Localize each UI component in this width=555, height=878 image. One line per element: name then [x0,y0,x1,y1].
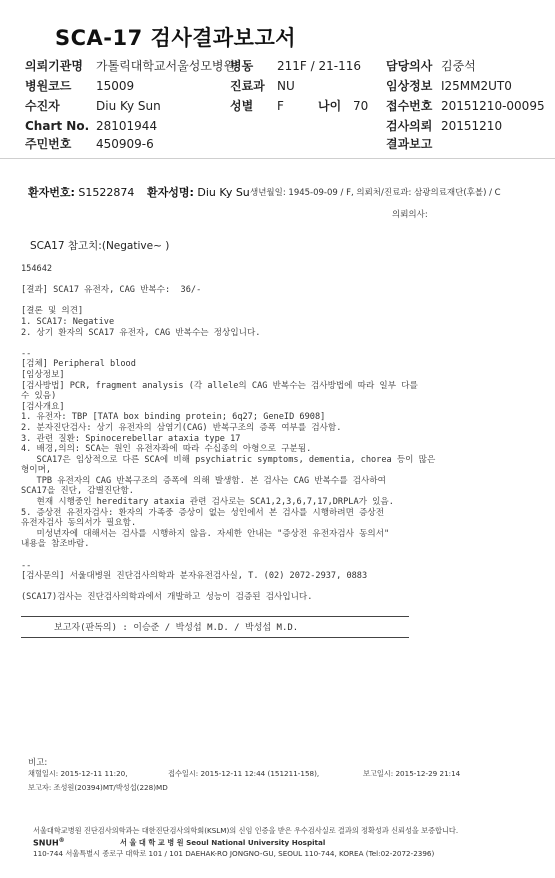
label-age: 나이 [318,99,342,113]
hospital-logo: SNUH® [33,837,65,848]
hospital-name: 서 울 대 학 교 병 원 Seoul National University Hospital [120,838,326,847]
value-sex: F [277,99,284,113]
report-line: [결론 및 의견] [21,306,84,317]
label-sex: 성별 [230,99,254,113]
report-line: 154642 [21,264,53,274]
value-age: 70 [353,99,369,113]
reference-range: SCA17 참고치:(Negative~ ) [30,240,170,252]
value-hospital-code: 15009 [96,79,135,93]
remarks-label: 비고: [28,758,48,768]
hospital-address: 110-744 서울특별시 종로구 대학로 101 / 101 DAEHAK-RO JONGNO-GU, SEOUL 110-744, KOREA (Tel:02-2072-2396) [33,849,435,858]
value-accession: 20151210-00095 [441,99,545,113]
value-resident-no: 450909-6 [96,137,154,151]
label-accession: 접수번호 [386,99,433,113]
report-line: 4. 배경,의의: SCA는 원인 유전자좌에 따라 수십종의 아형으로 구분됨. [21,444,312,455]
value-chart-no: 28101944 [96,119,158,133]
label-attending: 담당의사 [386,59,433,73]
report-line [21,550,435,561]
report-line: [검사방법] PCR, fragment analysis (각 allele의 CAG 반복수는 검사방법에 따라 일부 다를 [21,380,418,391]
report-line: 수 있음) [21,391,57,402]
value-ward: 211F / 21-116 [277,59,361,73]
report-line: -- [21,560,32,571]
label-result-report: 결과보고 [386,137,433,151]
report-line: [검체] Peripheral blood [21,359,136,370]
label-requesting-org: 의뢰기관명 [25,59,83,73]
report-line: -- [21,348,32,359]
report-line [21,582,435,593]
patient-name: 환자성명: Diu Ky Su [147,186,250,199]
signature-rule-top [21,616,409,617]
value-department: NU [277,79,295,93]
divider [0,158,555,159]
requesting-physician: 의뢰의사: [392,210,428,220]
report-line: 미성년자에 대해서는 검사를 시행하지 않음. 자세한 안내는 "증상전 유전자검사 동의서" [21,528,390,539]
report-line: SCA17은 임상적으로 다른 SCA에 비해 psychiatric symptoms, dementia, chorea 등이 많은 [21,454,436,465]
report-line: [검사개요] [21,401,65,412]
label-clinical-info: 임상정보 [386,79,433,93]
value-attending: 김중석 [441,59,476,73]
report-line: 2. 상기 환자의 SCA17 유전자, CAG 반복수는 정상입니다. [21,327,261,338]
received-time: 접수일시: 2015-12-11 12:44 (151211-158), [168,769,320,778]
value-requesting-org: 가톨릭대학교서울성모병원 [96,59,236,73]
certification-note: 서울대학교병원 진단검사의학과는 대한진단검사의학회(KSLM)의 신임 인증을 받은 우수검사실로 결과의 정확성과 신뢰성을 보증합니다. [33,826,459,835]
label-request-date: 검사의뢰 [386,119,433,133]
scanned-report [0,160,555,878]
value-request-date: 20151210 [441,119,503,133]
patient-details: 생년월일: 1945-09-09 / F, 의뢰처/진료과: 삼광의료재단(후볼) / C [250,188,501,198]
report-line [21,338,435,349]
report-line: [검사문의] 서울대병원 진단검사의학과 분자유전검사실, T. (02) 2072-2937, 0883 [21,571,368,582]
collected-time: 채혈일시: 2015-12-11 11:20, [28,769,128,778]
report-line: 1. SCA17: Negative [21,316,115,327]
label-department: 진료과 [230,79,265,93]
signature-rule-bottom [21,637,409,638]
value-clinical-info: I25MM2UT0 [441,79,512,93]
report-line: 형이며, [21,465,52,476]
report-line: 내용을 참조바람. [21,539,90,550]
page-title: SCA-17 검사결과보고서 [55,26,297,50]
label-resident-no: 주민번호 [25,137,72,151]
report-line: (SCA17)검사는 진단검사의학과에서 개발하고 성능이 검증된 검사입니다. [21,592,313,603]
report-line: TPB 유전자의 CAG 반복구조의 증폭에 의해 발생함. 본 검사는 CAG 반복수를 검사하여 [21,475,386,486]
reported-time: 보고일시: 2015-12-29 21:14 [363,769,461,778]
signature-line: 보고자(판독의) : 이승준 / 박성섭 M.D. / 박성섭 M.D. [54,623,299,633]
label-hospital-code: 병원코드 [25,79,72,93]
report-line: [결과] SCA17 유전자, CAG 반복수: 36/- [21,285,202,296]
label-patient: 수진자 [25,99,60,113]
report-line: [임상정보] [21,369,65,380]
value-patient: Diu Ky Sun [96,99,161,113]
report-line: 5. 증상전 유전자검사: 환자의 가족중 증상이 없는 성인에서 본 검사를 시행하려면 증상전 [21,507,384,518]
report-line [21,296,435,307]
label-ward: 병동 [230,59,254,73]
report-line: 2. 분자진단검사: 상기 유전자의 삼염기(CAG) 반복구조의 증폭 여부를 검사함. [21,422,342,433]
report-line: 현재 시행중인 hereditary ataxia 관련 검사로는 SCA1,2,3,6,7,17,DRPLA가 있음. [21,497,394,508]
label-chart-no: Chart No. [25,119,90,133]
report-line [21,275,435,286]
report-line: 3. 관련 질환: Spinocerebellar ataxia type 17 [21,433,241,444]
report-line: 유전자검사 동의서가 필요함. [21,518,137,529]
report-body [21,264,435,603]
reporter: 보고자: 조성원(20394)MT/박성섭(228)MD [28,783,168,792]
report-line: SCA17을 진단, 감별진단함. [21,486,134,497]
report-line: 1. 유전자: TBP [TATA box binding protein; 6q27; GeneID 6908] [21,412,326,423]
patient-number: 환자번호: S1522874 [28,186,135,199]
